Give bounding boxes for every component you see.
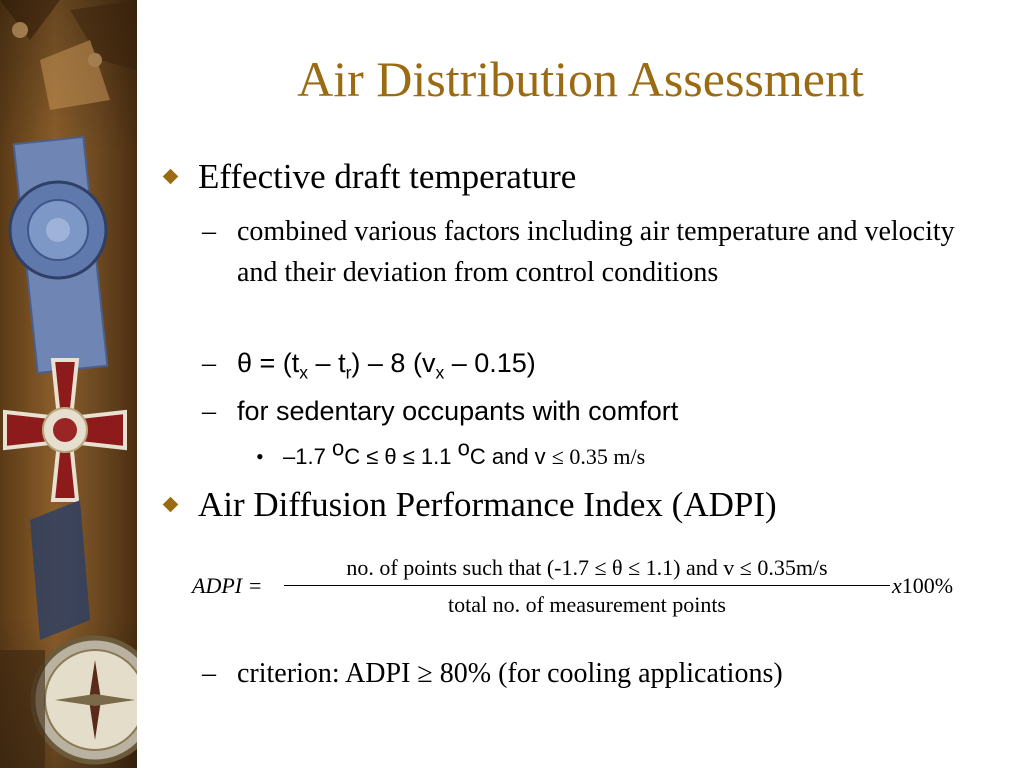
compass-icon [33,638,137,762]
sub-bullet-text: combined various factors including air temperature and velocity and their deviation from control conditions [237,216,955,288]
comfort-range-text: –1.7 $^o$C ≤ θ ≤ 1.1 $^o$C and v ≤ 0.35 m/s [283,435,646,469]
adpi-formula [192,553,972,625]
dash-marker: – [202,348,216,379]
bullet-text: Effective draft temperature [198,157,577,196]
sub-bullet-text: for sedentary occupants with comfort [237,396,679,426]
dash-marker: – [202,396,216,427]
formula-denominator: total no. of measurement points [448,592,726,617]
dash-marker: – [202,658,216,689]
maltese-cross-medal-icon [5,360,125,500]
bullet-text: Air Diffusion Performance Index (ADPI) [198,485,777,524]
medal-collage-icon [0,0,137,768]
theta-formula-text: $\theta = (t_x - t_r) - 8$ $(v_x - 0.15)$ [237,348,536,383]
dot-marker: • [256,444,264,469]
diamond-bullet-icon [163,169,179,185]
slide-title: Air Distribution Assessment [297,51,864,107]
formula-numerator: no. of points such that (-1.7 ≤ θ ≤ 1.1) and v ≤ 0.35m/s [346,555,828,580]
decorative-side-image [0,0,137,768]
formula-fraction [284,553,890,620]
fraction-bar [284,585,890,586]
formula-lhs: ADPI = [192,573,263,598]
medal-ribbon-icon [10,137,107,373]
sub-bullet-text: criterion: ADPI ≥ 80% (for cooling applications) [237,658,783,689]
formula-rhs: x100% [892,573,954,598]
diamond-bullet-icon [163,497,179,513]
dash-marker: – [202,216,216,247]
